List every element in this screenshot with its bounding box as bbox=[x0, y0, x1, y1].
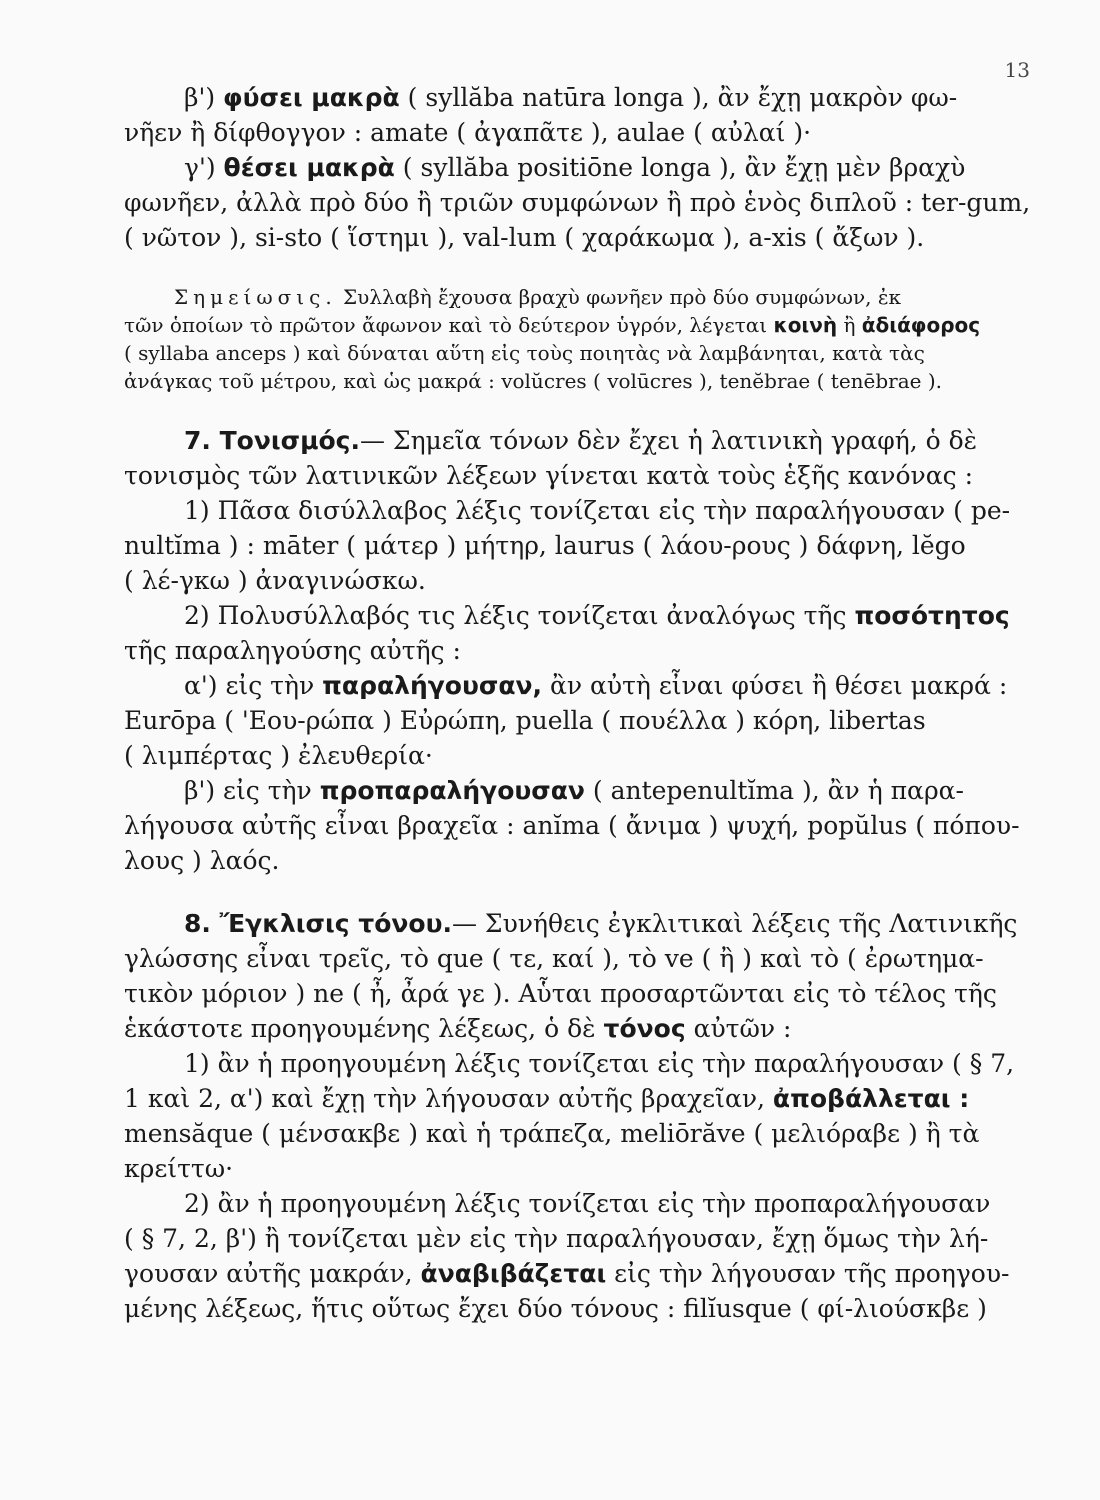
page-body bbox=[124, 80, 1031, 1326]
section7-term-paralegousan: παραλήγουσαν, bbox=[322, 671, 543, 700]
beta-line-2: νῆεν ἢ δίφθογγον : amate ( ἀγαπᾶτε ), aulae ( αὐλαί )· bbox=[124, 118, 812, 147]
section8-line-2: γλώσσης εἶναι τρεῖς, τὸ que ( τε, καί ), τὸ ve ( ἢ ) καὶ τὸ ( ἐρωτημα- bbox=[124, 944, 984, 973]
note-line-1 bbox=[124, 283, 966, 311]
page-number: 13 bbox=[1004, 58, 1030, 82]
section8-rule2-line-4: μένης λέξεως, ἥτις οὕτως ἔχει δύο τόνους : filĭusque ( φί-λιούσκβε ) bbox=[124, 1294, 987, 1323]
section7-rule2-line-1 bbox=[124, 598, 1010, 633]
section8-term-anavivazetai: ἀναβιβάζεται bbox=[420, 1259, 607, 1288]
section8-line-4 bbox=[124, 1011, 966, 1046]
section7-line-2: τονισμὸς τῶν λατινικῶν λέξεων γίνεται κατὰ τοὺς ἑξῆς κανόνας : bbox=[124, 461, 973, 490]
section7-alpha-post: ἂν αὐτὴ εἶναι φύσει ἢ θέσει μακρά : bbox=[542, 671, 1008, 700]
gamma-line-2: φωνῆεν, ἀλλὰ πρὸ δύο ἢ τριῶν συμφώνων ἢ πρὸ ἑνὸς διπλοῦ : ter-gum, bbox=[124, 188, 1031, 217]
section8-rule2-post: εἰς τὴν λήγουσαν τῆς προηγου- bbox=[606, 1259, 1010, 1288]
section8-line-3: τικὸν μόριον ) ne ( ἦ, ἆρά γε ). Αὗται προσαρτῶνται εἰς τὸ τέλος τῆς bbox=[124, 979, 997, 1008]
section8-rule1-text: 1 καὶ 2, α') καὶ ἔχῃ τὴν λήγουσαν αὐτῆς βραχεῖαν, bbox=[124, 1084, 773, 1113]
section8-rule2-line-1: 2) ἂν ἡ προηγουμένη λέξις τονίζεται εἰς τὴν προπαραλήγουσαν bbox=[184, 1189, 991, 1218]
note-term-koine: κοινὴ bbox=[773, 313, 838, 337]
note-term-adiaphoros: ἀδιάφορος bbox=[861, 313, 981, 337]
section8-term-tonos: τόνος bbox=[603, 1014, 686, 1043]
section8-heading: 8. Ἔγκλισις τόνου. bbox=[184, 909, 452, 938]
section8-rule1-line-4: κρείττω· bbox=[124, 1154, 234, 1183]
section7-rule2-text: 2) Πολυσύλλαβός τις λέξις τονίζεται ἀναλόγως τῆς bbox=[184, 601, 855, 630]
section7-term-proparalegousan: προπαραλήγουσαν bbox=[319, 776, 585, 805]
beta-term: φύσει μακρὰ bbox=[223, 83, 400, 112]
note-line-4: ἀνάγκας τοῦ μέτρου, καὶ ὡς μακρά : volŭcres ( volūcres ), tenĕbrae ( tenēbrae ). bbox=[124, 369, 943, 393]
section7-beta-line-2: λήγουσα αὐτῆς εἶναι βραχεῖα : anĭma ( ἄνιμα ) ψυχή, popŭlus ( πόπου- bbox=[124, 811, 1020, 840]
beta-prefix: β') bbox=[184, 83, 224, 112]
beta-text: ( syllăba natūra longa ), ἂν ἔχῃ μακρὸν φω- bbox=[399, 83, 958, 112]
note-text-2b: ἢ bbox=[837, 313, 862, 337]
gamma-line-1 bbox=[124, 150, 966, 185]
section7-text: — Σημεῖα τόνων δὲν ἔχει ἡ λατινικὴ γραφή, ὁ δὲ bbox=[359, 426, 978, 455]
gamma-term: θέσει μακρὰ bbox=[223, 153, 395, 182]
section8-rule2-pre: γουσαν αὐτῆς μακράν, bbox=[124, 1259, 421, 1288]
note-text-1: Συλλαβὴ ἔχουσα βραχὺ φωνῆεν πρὸ δύο συμφώνων, ἐκ bbox=[336, 285, 902, 309]
note-line-3: ( syllaba anceps ) καὶ δύναται αὕτη εἰς τοὺς ποιητὰς νὰ λαμβάνηται, κατὰ τὰς bbox=[124, 341, 925, 365]
section8-rule1-line-1: 1) ἂν ἡ προηγουμένη λέξις τονίζεται εἰς τὴν παραλήγουσαν ( § 7, bbox=[184, 1049, 1015, 1078]
section7-beta-post: ( antepenultĭma ), ἂν ἡ παρα- bbox=[584, 776, 964, 805]
section7-rule2-line-2: τῆς παραληγούσης αὐτῆς : bbox=[124, 636, 461, 665]
section7-beta-line-1 bbox=[124, 773, 966, 808]
section7-beta-pre: β') εἰς τὴν bbox=[184, 776, 320, 805]
section8-text-4b: αὐτῶν : bbox=[685, 1014, 792, 1043]
section7-beta-line-3: λους ) λαός. bbox=[124, 846, 280, 875]
section7-term-posotitos: ποσότητος bbox=[854, 601, 1010, 630]
section7-rule1-line-3: ( λέ-γκω ) ἀναγινώσκω. bbox=[124, 566, 426, 595]
section7-alpha-pre: α') εἰς τὴν bbox=[184, 671, 323, 700]
section7-heading: 7. Τονισμός. bbox=[184, 426, 360, 455]
section8-text: — Συνήθεις ἐγκλιτικαὶ λέξεις τῆς Λατινικῆς bbox=[451, 909, 1018, 938]
section8-term-apovalletai: ἀποβάλλεται : bbox=[772, 1084, 970, 1113]
section7-alpha-line-2: Eurōpa ( 'Εου-ρώπα ) Εὐρώπη, puella ( πουέλλα ) κόρη, libertas bbox=[124, 706, 926, 735]
note-label: Σημείωσις. bbox=[174, 285, 337, 309]
section7-alpha-line-3: ( λιμπέρτας ) ἐλευθερία· bbox=[124, 741, 433, 770]
section8-rule1-line-2 bbox=[124, 1081, 970, 1116]
section8-rule2-line-2: ( § 7, 2, β') ἢ τονίζεται μὲν εἰς τὴν παραλήγουσαν, ἔχῃ ὅμως τὴν λή- bbox=[124, 1224, 989, 1253]
section7-line-1 bbox=[124, 423, 978, 458]
section8-text-4: ἑκάστοτε προηγουμένης λέξεως, ὁ δὲ bbox=[124, 1014, 604, 1043]
section7-rule1-line-1: 1) Πᾶσα δισύλλαβος λέξις τονίζεται εἰς τὴν παραλήγουσαν ( pe- bbox=[184, 496, 1011, 525]
gamma-prefix: γ') bbox=[184, 153, 224, 182]
section7-rule1-line-2: nultĭma ) : māter ( μάτερ ) μήτηρ, laurus ( λάου-ρους ) δάφνη, lĕgo bbox=[124, 531, 966, 560]
section8-rule1-line-3: mensăque ( μένσακβε ) καὶ ἡ τράπεζα, meliōrăve ( μελιόραβε ) ἢ τὰ bbox=[124, 1119, 980, 1148]
section7-alpha-line-1 bbox=[124, 668, 1008, 703]
note-text-2: τῶν ὁποίων τὸ πρῶτον ἄφωνον καὶ τὸ δεύτερον ὑγρόν, λέγεται bbox=[124, 313, 774, 337]
section8-line-1 bbox=[124, 906, 1018, 941]
beta-line-1 bbox=[124, 80, 966, 115]
note-line-2 bbox=[124, 311, 981, 339]
gamma-line-3: ( νῶτον ), si-sto ( ἵστημι ), val-lum ( χαράκωμα ), a-xis ( ἄξων ). bbox=[124, 223, 925, 252]
gamma-text: ( syllăba positiōne longa ), ἂν ἔχῃ μὲν βραχὺ bbox=[394, 153, 966, 182]
section8-rule2-line-3 bbox=[124, 1256, 1010, 1291]
